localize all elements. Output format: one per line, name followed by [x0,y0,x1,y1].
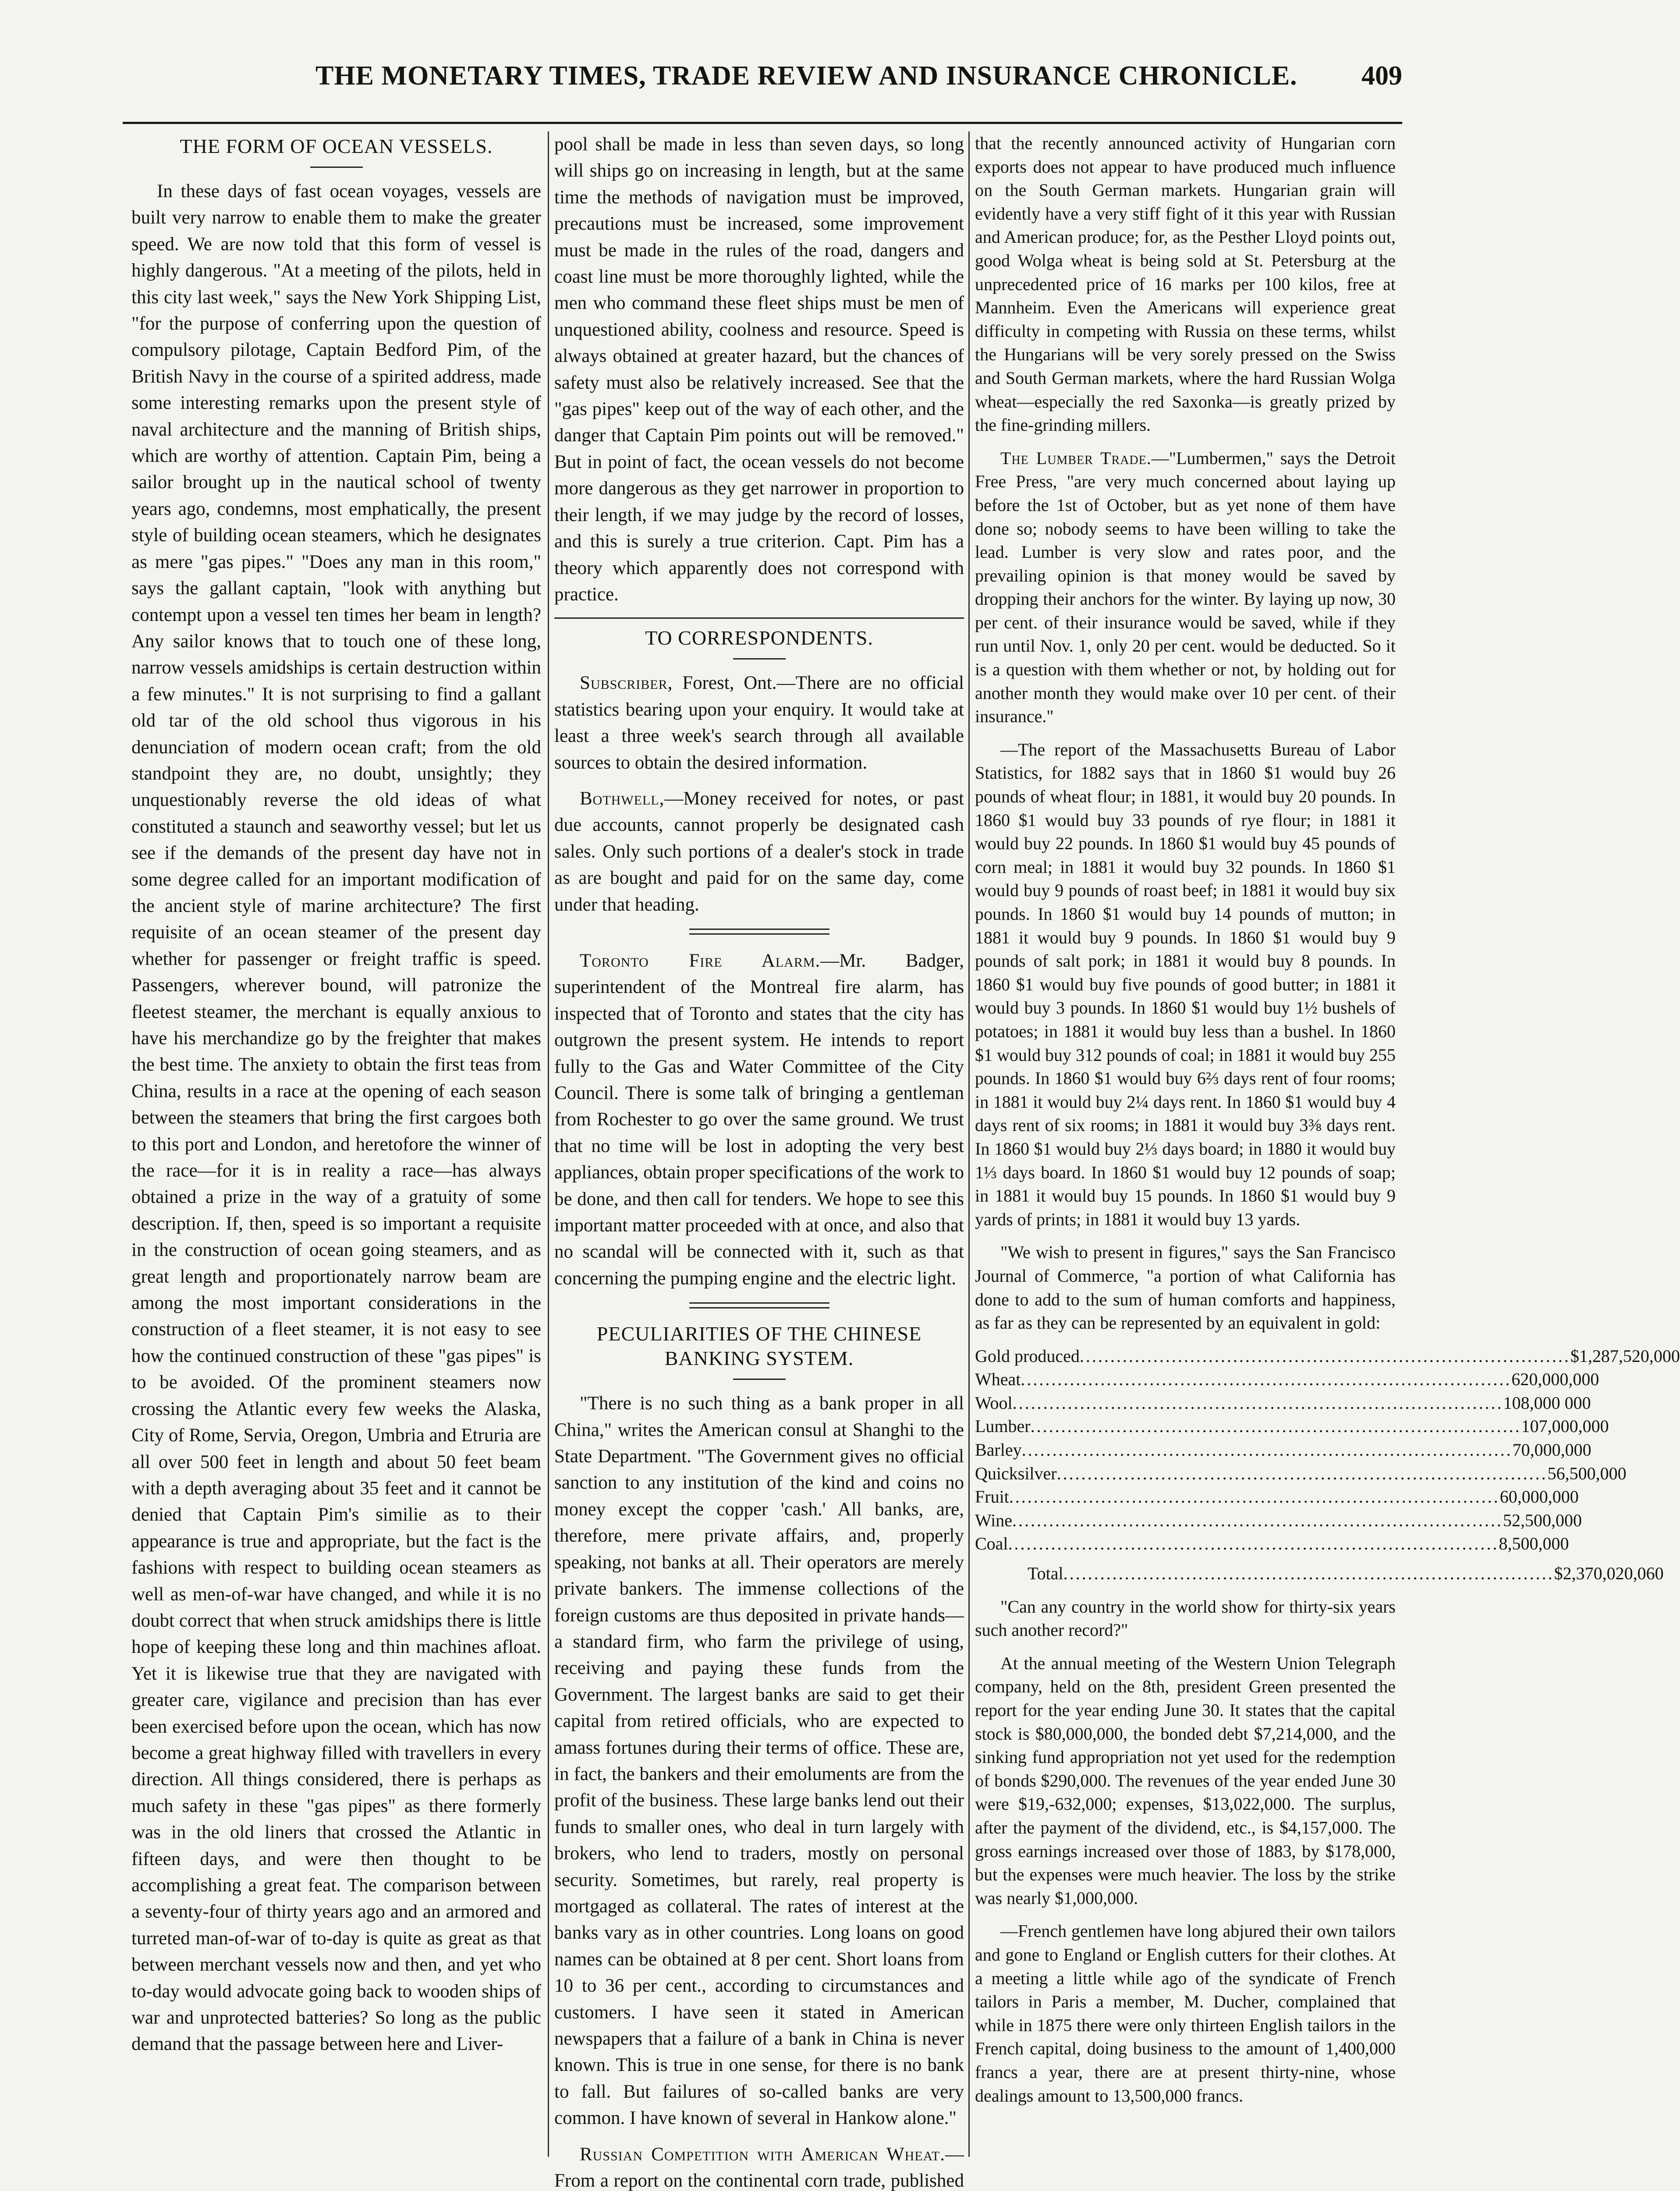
section-heading-correspondents: TO CORRESPONDENTS. [645,627,873,649]
table-row-value: $1,287,520,000 [1570,1346,1680,1366]
correspondent-name: Bothwell, [580,788,665,809]
column-divider [548,131,549,2157]
table-row-value: 56,500,000 [1547,1463,1627,1483]
ornamental-rule [689,929,829,935]
news-item [975,447,1396,728]
table-row-label: Barley [975,1440,1022,1460]
table-row-label: Quicksilver [975,1463,1057,1483]
table-row-value: 70,000,000 [1512,1440,1591,1460]
table-row-label: Wool [975,1393,1013,1413]
table-row [975,1415,1609,1438]
news-item-text: —Mr. Badger, superintendent of the Montreal fire alarm, has inspected that of Toronto and states that the city has outgrown the present system. He intends to report fully to the Gas and Water Committee of the City Council. There is some talk of bringing a gentleman from Rochester to go over the same ground. We trust that no time will be lost in adopting the very best appliances, obtain proper specifications of the work to be done, and then call for tenders. We hope to see this important matter proceeded with at once, and also that no scandal will be connected with it, such as that concerning the pumping engine and the electric light. [554,950,964,1289]
table-row-value: 620,000,000 [1511,1369,1599,1390]
leader-dots: ................................................................................ [1030,1416,1521,1436]
table-row-value: 107,000,000 [1521,1416,1609,1436]
article-paragraph: that the recently announced activity of Hungarian corn exports does not appear to have produced much influence on the South German markets. Hungarian grain will evidently have a very stiff fight of it this year with Russian and American produce; for, as the Pesther Lloyd points out, good Wolga wheat is being sold at St. Petersburg at the unprecedented price of 16 marks per 100 kilos, free at Mannheim. Even the Americans will experience great difficulty in competing with Russia on these terms, whilst the Hungarians will be very sorely pressed on the Swiss and South German markets, where the hard Russian Wolga wheat—especially the red Saxonka—is greatly prized by the fine-grinding millers. [975,133,1396,435]
table-row-value: 52,500,000 [1503,1510,1582,1530]
table-row [975,1462,1627,1485]
table-total-value: $2,370,020,060 [1554,1563,1664,1584]
leader-dots: ................................................................................ [1021,1440,1513,1460]
news-item-text: —From a report on the continental corn trade, published [554,2144,964,2191]
table-row-label: Wine [975,1510,1013,1530]
column-2 [554,131,964,2191]
heading-rule [310,167,363,168]
page-number: 409 [1361,61,1402,91]
heading-rule [733,658,786,659]
california-production-table [975,1344,1680,1585]
ornamental-rule [689,1302,829,1308]
table-row-label: Lumber [975,1416,1031,1436]
news-item: —The report of the Massachusetts Bureau of Labor Statistics, for 1882 says that in 1860 $1 would buy 26 pounds of wheat flour; in 1881, it would buy 20 pounds. In 1860 $1 would buy 33 pounds of rye flour; in 1881 it would buy 22 pounds. In 1860 $1 would buy 45 pounds of corn meal; in 1881 it would buy 32 pounds. In 1860 $1 would buy 9 pounds of roast beef; in 1881 it would buy six pounds. In 1860 $1 would buy 14 pounds of mutton; in 1881 it would buy 9 pounds. In 1860 $1 would buy 9 pounds of salt pork; in 1881 it would buy 8 pounds. In 1860 $1 would buy five pounds of good butter; in 1881 it would buy 3 pounds. In 1860 $1 would buy 1½ bushels of potatoes; in 1881 it would buy less than a bushel. In 1860 $1 would buy 312 pounds of coal; in 1881 it would buy 255 pounds. In 1860 $1 would buy 6⅔ days rent of four rooms; in 1881 it would buy 2¼ days rent. In 1860 $1 would buy 4 days rent of six rooms; in 1881 it would buy 3⅜ days rent. In 1860 $1 would buy 2⅓ days board; in 1880 it would buy 1⅓ days board. In 1860 $1 would buy 12 pounds of soap; in 1881 it would buy 15 pounds. In 1860 $1 would buy 9 yards of prints; in 1881 it would buy 13 yards. [975,739,1396,1229]
leader-dots: ................................................................................ [1008,1534,1499,1554]
page-header [123,53,1415,101]
table-row [975,1532,1569,1556]
table-row [975,1368,1599,1391]
leader-dots: ................................................................................ [1021,1369,1512,1390]
table-row-label: Gold produced [975,1346,1080,1366]
article-paragraph: In these days of fast ocean voyages, vessels are built very narrow to enable them to make the greater speed. We are now told that this form of vessel is highly dangerous. "At a meeting of the pilots, held in this city last week," says the New York Shipping List, "for the purpose of conferring upon the question of compulsory pilotage, Captain Bedford Pim, of the British Navy in the course of a spirited address, made some interesting remarks upon the present style of naval architecture and the manning of British ships, which are worthy of attention. Captain Pim, being a sailor brought up in the nautical school of twenty years ago, condemns, most emphatically, the present style of building ocean steamers, which he designates as mere "gas pipes." "Does any man in this room," says the gallant captain, "look with anything but contempt upon a vessel ten times her beam in length? Any sailor knows that to touch one of these long, narrow vessels amidships is certain destruction within a few minutes." It is not surprising to find a gallant old tar of the old school thus vigorous in his denunciation of modern ocean craft; from the old standpoint they are, no doubt, unsightly; they unquestionably reverse the old ideas of what constituted a staunch and seaworthy vessel; but let us see if the demands of the present day have not in some degree called for an important modification of the ancient style of marine architecture? The first requisite of an ocean steamer of the present day whether for passenger or freight traffic is speed. Passengers, wherever bound, will patronize the fleetest steamer, the merchant is equally anxious to have his merchandize go by the freighter that makes the best time. The anxiety to obtain the first teas from China, results in a race at the opening of each season between the steamers that bring the first cargoes both to this port and London, and heretofore the winner of the race—for it is in reality a race—has always obtained a prize in the way of a gratuity of some description. If, then, speed is so important a requisite in the construction of ocean going steamers, and as great length and proportionately narrow beam are among the most important considerations in the construction of a fleet steamer, it is not easy to see how the continued construction of these "gas pipes" is to be avoided. Of the prominent steamers now crossing the Atlantic every few weeks the Alaska, City of Rome, Servia, Oregon, Umbria and Etruria are all over 500 feet in length and about 50 feet beam with a depth averaging about 35 feet and it cannot be denied that Captain Pim's similie as to their appearance is true and appropriate, but the fact is the fashions with respect to building ocean steamers as well as men-of-war have changed, and while it is no doubt correct that when struck amidships there is little hope of keeping these long and thin machines afloat. Yet it is likewise true that they are navigated with greater care, vigilance and precision than has ever been exercised before upon the ocean, which has now become a great highway filled with travellers in every direction. All things considered, there is perhaps as much safety in these "gas pipes" as there formerly was in the old liners that crossed the Atlantic in fifteen days, and were then thought to be accomplishing a great feat. The comparison between a seventy-four of thirty years ago and an armored and turreted man-of-war of to-day is quite as great as that between merchant vessels now and then, and yet who to-day would advocate going back to wooden ships of war and unprotected batteries? So long as the public demand that the passage between here and Liver- [131,181,541,2055]
article-heading-chinese-banking: PECULIARITIES OF THE CHINESE BANKING SYSTEM. [596,1322,922,1370]
news-item-label: Toronto Fire Alarm. [580,950,821,971]
news-item: "Can any country in the world show for thirty-six years such another record?" [975,1596,1396,1640]
leader-dots: ................................................................................ [1063,1563,1554,1584]
table-row-label: Fruit [975,1487,1009,1507]
table-row [975,1391,1591,1415]
table-row [975,1438,1591,1462]
section-rule [554,617,964,619]
table-total-label: Total [1028,1563,1063,1584]
news-item-text: —"Lumbermen," says the Detroit Free Press, "are very much concerned about laying up before the 1st of October, but as yet none of them have done so; nobody seems to have been willing to take the lead. Lumber is very slow and rates poor, and the prevailing opinion is that money would be saved by dropping their anchors for the winter. By laying up now, 30 per cent. of their insurance would be saved, while if they run until Nov. 1, only 20 per cent. would be deducted. So it is a question with them whether or not, by holding out for another month they would make over 10 per cent. of their insurance." [975,448,1396,727]
table-row-label: Coal [975,1534,1008,1554]
leader-dots: ................................................................................ [1012,1393,1503,1413]
table-row-value: 8,500,000 [1499,1534,1569,1554]
table-total-row [975,1562,1664,1585]
article-paragraph: "There is no such thing as a bank proper in all China," writes the American consul at Shanghi to the State Department. "The Government gives no official sanction to any institution of the kind and coins no money except the copper 'cash.' All banks, are, therefore, mere private affairs, and, properly speaking, not banks at all. Their operators are merely private bankers. The immense collections of the foreign customs are thus deposited in private hands—a standard firm, who farm the privilege of using, receiving and paying these funds from the Government. The largest banks are said to get their capital from retired officials, who are expected to amass fortunes during their terms of office. These are, in fact, the bankers and their emoluments are from the profit of the business. These large banks lend out their funds to smaller ones, who deal in turn largely with brokers, who lend to traders, mostly on personal security. Sometimes, but rarely, real property is mortgaged as collateral. The rates of interest at the banks vary as in other countries. Long loans on good names can be obtained at 8 per cent. Short loans from 10 to 36 per cent., according to circumstances and customers. I have seen it stated in American newspapers that a failure of a bank in China is never known. This is true in one sense, for there is no bank to fall. But failures of so-called banks are very common. I have known of several in Hankow alone." [554,1393,964,2129]
news-item-label: The Lumber Trade. [1000,448,1152,468]
table-row-value: 108,000 000 [1503,1393,1591,1413]
correspondent-note [554,670,964,776]
table-row [975,1509,1582,1532]
header-rule [123,122,1402,124]
correspondent-name: Subscriber, [580,673,673,694]
leader-dots: ................................................................................ [1009,1487,1500,1507]
correspondent-reply: Forest, Ont.—There are no official statistics bearing upon your enquiry. It would take at least a three week's search through all available sources to obtain the desired information. [554,673,964,773]
table-row-label: Wheat [975,1369,1021,1390]
news-item [554,948,964,1292]
leader-dots: ................................................................................ [1012,1510,1503,1530]
heading-rule [733,1379,786,1380]
news-item: "We wish to present in figures," says the San Francisco Journal of Commerce, "a portion of what California has done to add to the sum of human comforts and happiness, as far as they can be represented by an equivalent in gold: [975,1242,1396,1333]
table-row [975,1485,1579,1509]
news-item: —French gentlemen have long abjured their own tailors and gone to England or English cutters for their clothes. At a meeting a little while ago of the syndicate of French tailors in Paris a member, M. Ducher, complained that while in 1875 there were only thirteen English tailors in the French capital, doing business to the amount of 1,400,000 francs a year, there are at present thirty-nine, whose dealings amount to 13,500,000 francs. [975,1921,1396,2106]
masthead-title: THE MONETARY TIMES, TRADE REVIEW AND INSURANCE CHRONICLE. [315,61,1297,91]
leader-dots: ................................................................................ [1056,1463,1548,1483]
correspondent-reply: —Money received for notes, or past due accounts, cannot properly be designated cash sales. Only such portions of a dealer's stock in trade as are bought and paid for on the same day, come under that heading. [554,788,964,915]
news-item: At the annual meeting of the Western Union Telegraph company, held on the 8th, president Green presented the report for the year ending June 30. It states that the capital stock is $80,000,000, the bonded debt $7,214,000, and the sinking fund appropriation not yet used for the redemption of bonds $290,000. The revenues of the year ended June 30 were $19,-632,000; expenses, $13,022,000. The surplus, after the payment of the dividend, etc., is $4,157,000. The gross earnings increased over those of 1883, by $178,000, but the expenses were much heavier. The loss by the strike was nearly $1,000,000. [975,1653,1396,1908]
article-paragraph: pool shall be made in less than seven days, so long will ships go on increasing in length, but at the same time the methods of navigation must be improved, precautions must be increased, some improvement must be made in the rules of the road, dangers and coast line must be more thoroughly lighted, while the men who command these fleet ships must be men of unquestioned ability, coolness and resource. Speed is always obtained at greater hazard, but the chances of safety must also be relatively increased. See that the "gas pipes" keep out of the way of each other, and the danger that Captain Pim points out will be removed." But in point of fact, the ocean vessels do not become more dangerous as they get narrower in proportion to their length, if we may judge by the record of losses, and this is surely a true criterion. Capt. Pim has a theory which apparently does not correspond with practice. [554,134,964,605]
column-1 [131,131,541,2157]
column-3 [975,131,1680,2157]
leader-dots: ................................................................................ [1079,1346,1570,1366]
column-divider [968,131,970,2157]
table-row-value: 60,000,000 [1499,1487,1579,1507]
news-item-label: Russian Competition with American Wheat. [580,2144,945,2165]
correspondent-note [554,786,964,918]
table-row [975,1344,1680,1368]
article-heading-ocean-vessels: THE FORM OF OCEAN VESSELS. [180,135,493,157]
news-item [554,2141,964,2191]
